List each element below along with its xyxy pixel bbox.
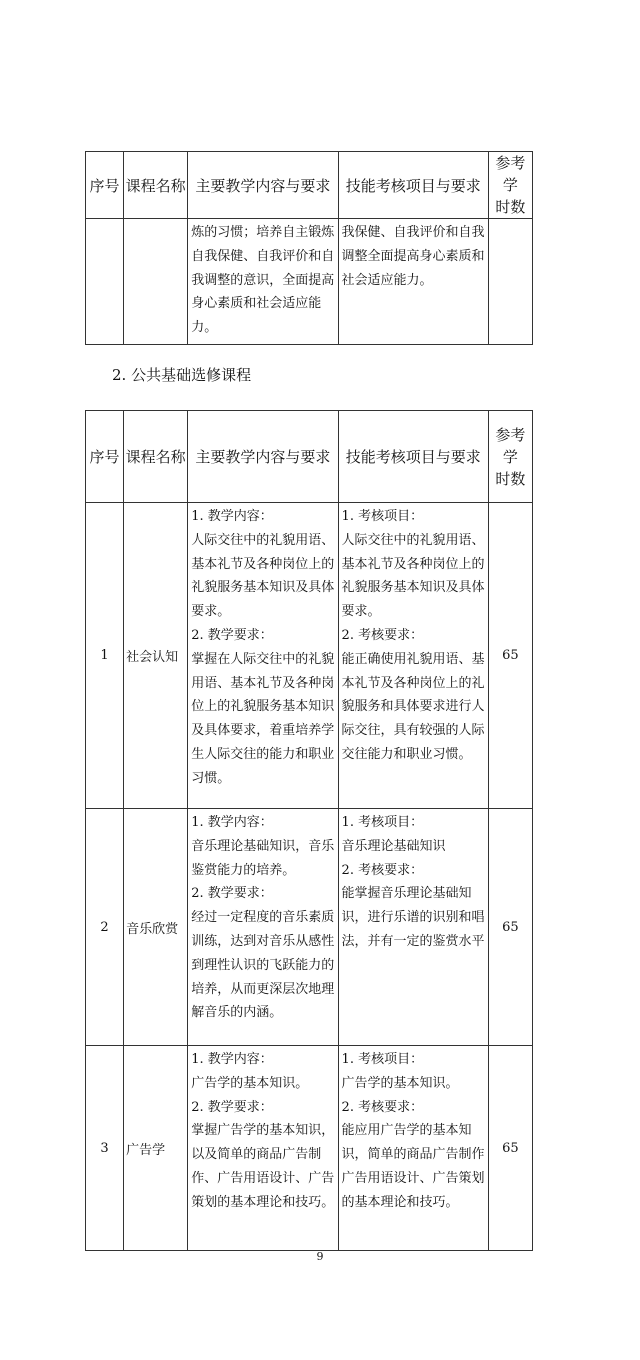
course-cell: 音乐欣赏	[124, 809, 188, 1046]
header-skills: 技能考核项目与要求	[338, 411, 488, 503]
hours-cell: 65	[488, 503, 532, 809]
header-hours-line1: 参考学	[495, 425, 526, 466]
course-cell: 广告学	[124, 1046, 188, 1251]
content-cell: 炼的习惯；培养自主锻炼 自我保健、自我评价和自 我调整的意识，全面提高 身心素质和社会适应能 力。	[188, 219, 338, 345]
header-content: 主要教学内容与要求	[188, 411, 338, 503]
seq-cell: 1	[86, 503, 124, 809]
table-row	[86, 503, 533, 809]
table-header-row	[86, 411, 533, 503]
header-seq: 序号	[86, 411, 124, 503]
skills-cell: 1. 考核项目： 音乐理论基础知识 2. 考核要求： 能掌握音乐理论基础知 识，进行乐谱的识别和唱 法，并有一定的鉴赏水平	[338, 809, 488, 1046]
course-cell	[124, 219, 188, 345]
skills-cell: 1. 考核项目： 人际交往中的礼貌用语、 基本礼节及各种岗位上的 礼貌服务基本知识及具体 要求。 2. 考核要求： 能正确使用礼貌用语、基 本礼节及各种岗位上的礼 貌服务和具体要求进行人 际交往，具有较强的人际 交往能力和职业习惯。	[338, 503, 488, 809]
table-row	[86, 809, 533, 1046]
header-content: 主要教学内容与要求	[188, 152, 338, 219]
header-hours-line1: 参考学	[495, 154, 526, 194]
section-title: 2. 公共基础选修课程	[112, 366, 252, 384]
hours-cell: 65	[488, 1046, 532, 1251]
content-cell: 1. 教学内容： 音乐理论基础知识，音乐 鉴赏能力的培养。 2. 教学要求： 经过一定程度的音乐素质 训练，达到对音乐从感性 到理性认识的飞跃能力的 培养，从而更深层次地理 解音乐的内涵。	[188, 809, 338, 1046]
hours-cell: 65	[488, 809, 532, 1046]
header-course: 课程名称	[124, 411, 188, 503]
header-hours-line2: 时数	[495, 198, 526, 216]
seq-cell	[86, 219, 124, 345]
header-seq: 序号	[86, 152, 124, 219]
hours-cell	[488, 219, 532, 345]
header-hours-line2: 时数	[495, 469, 526, 488]
header-skills: 技能考核项目与要求	[338, 152, 488, 219]
content-cell: 1. 教学内容： 人际交往中的礼貌用语、 基本礼节及各种岗位上的 礼貌服务基本知识及具体 要求。 2. 教学要求： 掌握在人际交往中的礼貌 用语、基本礼节及各种岗 位上的礼貌服务基本知识 及具体要求，着重培养学 生人际交往的能力和职业 习惯。	[188, 503, 338, 809]
table-header-row	[86, 152, 533, 219]
header-hours	[488, 152, 532, 219]
table-row	[86, 1046, 533, 1251]
skills-cell: 1. 考核项目： 广告学的基本知识。 2. 考核要求： 能应用广告学的基本知 识，简单的商品广告制作 广告用语设计、广告策划 的基本理论和技巧。	[338, 1046, 488, 1251]
continuation-table	[85, 151, 533, 345]
skills-cell: 我保健、自我评价和自我 调整全面提高身心素质和 社会适应能力。	[338, 219, 488, 345]
elective-courses-table	[85, 410, 533, 1251]
content-cell: 1. 教学内容： 广告学的基本知识。 2. 教学要求： 掌握广告学的基本知识， 以及简单的商品广告制 作、广告用语设计、广告 策划的基本理论和技巧。	[188, 1046, 338, 1251]
table-row	[86, 219, 533, 345]
seq-cell: 2	[86, 809, 124, 1046]
page-number: 9	[316, 1250, 324, 1263]
seq-cell: 3	[86, 1046, 124, 1251]
course-cell: 社会认知	[124, 503, 188, 809]
header-course: 课程名称	[124, 152, 188, 219]
header-hours	[488, 411, 532, 503]
